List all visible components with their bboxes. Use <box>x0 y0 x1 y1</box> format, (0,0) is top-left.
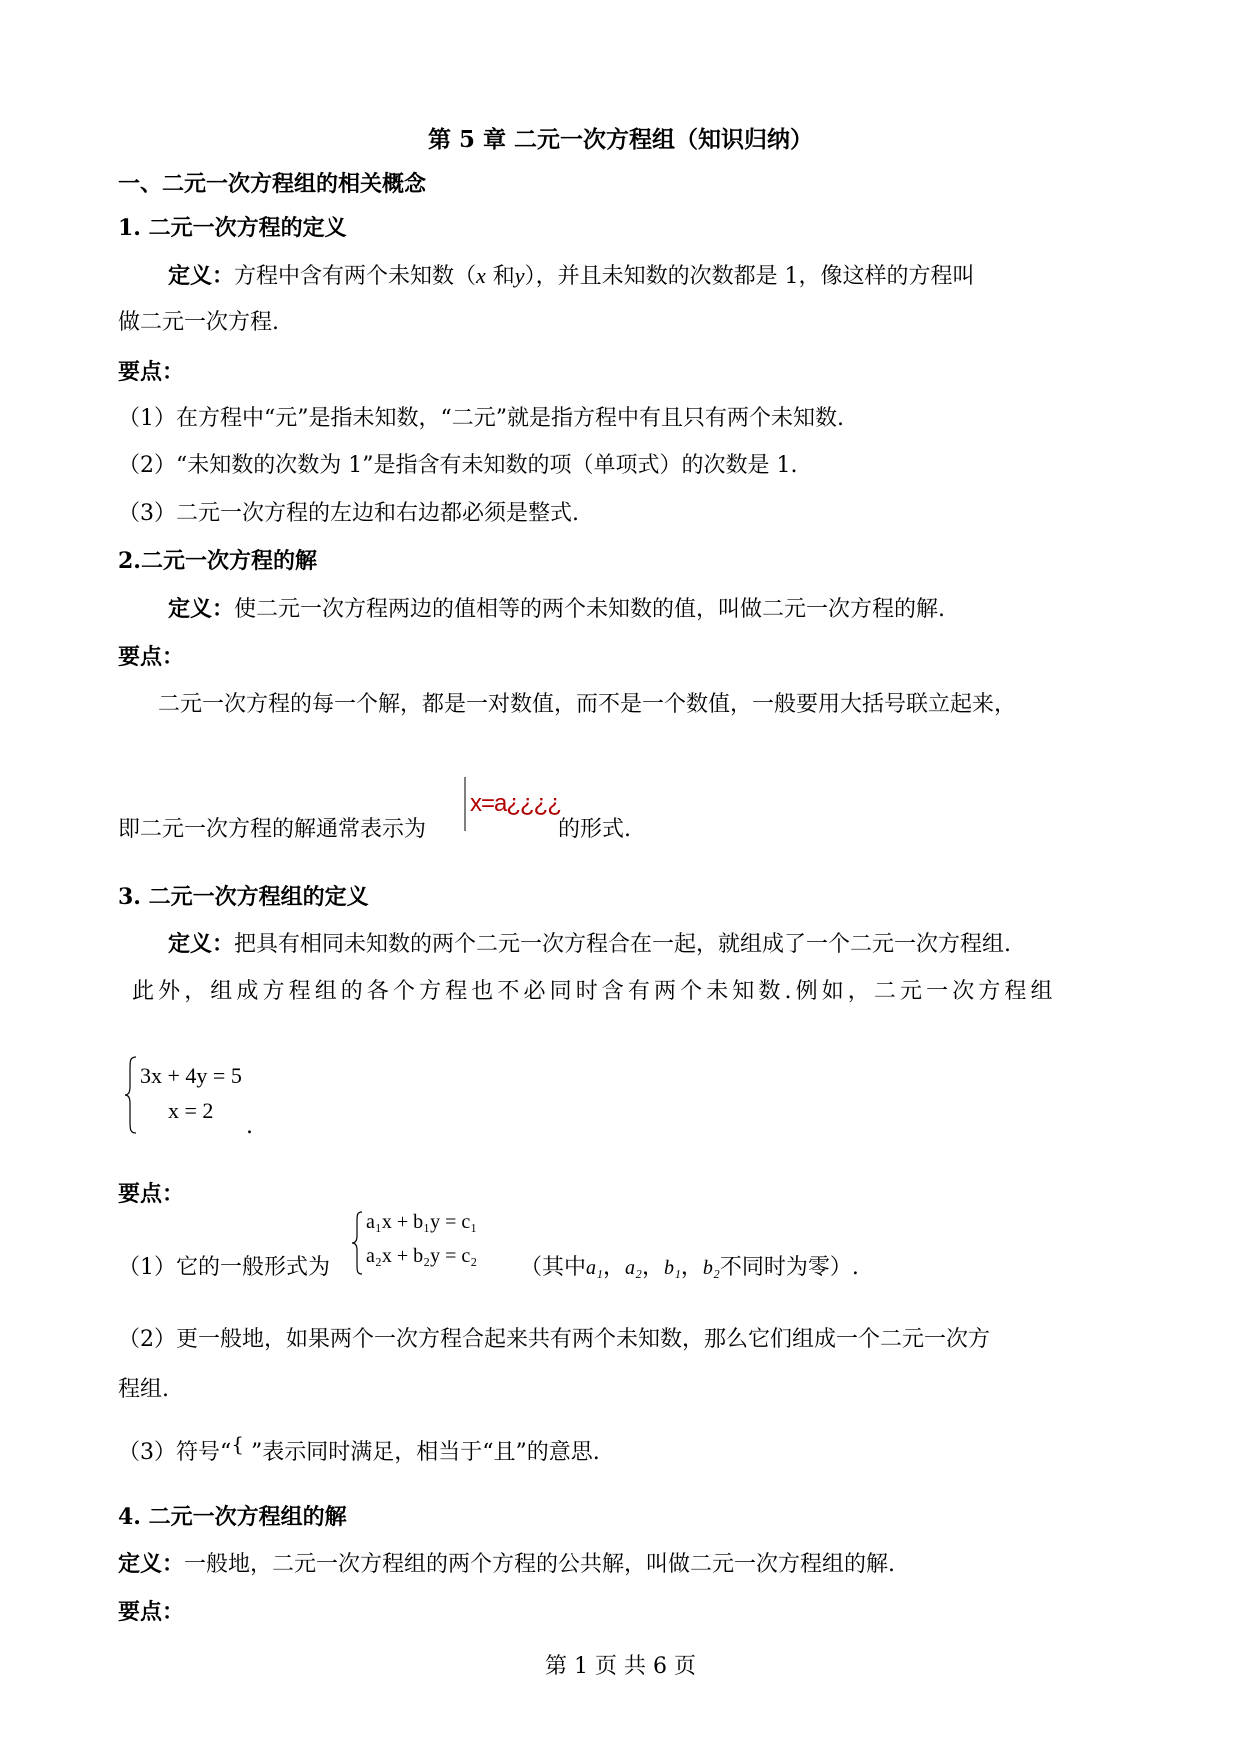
point-item: （1）在方程中“元”是指未知数，“二元”就是指方程中有且只有两个未知数. <box>118 406 844 431</box>
points-label: 要点： <box>118 1181 185 1207</box>
equation-system <box>124 1055 264 1135</box>
definition-line <box>168 929 1011 960</box>
point-item: （2）更一般地，如果两个一次方程合起来共有两个未知数，那么它们组成一个二元一次方 <box>118 1327 991 1352</box>
formula-text: x=a¿¿¿¿ <box>470 790 562 817</box>
point-item: （3）二元一次方程的左边和右边都必须是整式. <box>118 501 579 526</box>
point-item: （2）“未知数的次数为 1”是指含有未知数的项（单项式）的次数是 1. <box>118 453 798 478</box>
equation-line: x = 2 <box>168 1098 214 1123</box>
point-item: （1）它的一般形式为 <box>118 1255 330 1280</box>
point-text: 二元一次方程的每一个解，都是一对数值，而不是一个数值，一般要用大括号联立起来， <box>158 692 1017 717</box>
definition-line <box>118 1549 895 1580</box>
definition-text: 和 <box>485 264 515 289</box>
point-text: （3）符号“ <box>118 1440 232 1465</box>
definition-line <box>168 594 945 625</box>
coefficient: a₂ <box>624 1257 642 1279</box>
subsection-heading: 3. 二元一次方程组的定义 <box>118 884 369 910</box>
left-brace-icon <box>350 1210 364 1276</box>
section-heading: 一、二元一次方程组的相关概念 <box>118 171 427 197</box>
subsection-heading: 1. 二元一次方程的定义 <box>118 215 347 241</box>
subsection-heading: 4. 二元一次方程组的解 <box>118 1504 347 1530</box>
point-text: 的形式. <box>558 817 631 842</box>
broken-formula <box>462 774 562 834</box>
point-text: 不同时为零）. <box>719 1255 859 1280</box>
brace-symbol: { <box>231 1432 244 1456</box>
period: . <box>246 1114 253 1139</box>
point-item <box>118 1432 600 1468</box>
equation-line: 3x + 4y = 5 <box>140 1063 242 1088</box>
points-label: 要点： <box>118 359 185 385</box>
subsection-heading: 2.二元一次方程的解 <box>118 548 317 574</box>
general-form-system <box>350 1210 520 1280</box>
page-footer: 第 1 页 共 6 页 <box>545 1654 696 1679</box>
separator: ， <box>602 1255 625 1280</box>
separator: ， <box>641 1255 664 1280</box>
coefficient: a₁ <box>586 1257 603 1279</box>
chapter-title: 第 5 章 二元一次方程组（知识归纳） <box>427 126 814 153</box>
definition-continuation: 做二元一次方程. <box>118 310 279 335</box>
point-text: （其中 <box>520 1255 587 1280</box>
separator: ， <box>680 1255 703 1280</box>
point-item-tail <box>520 1253 859 1283</box>
left-brace-icon <box>124 1055 138 1135</box>
body-text: 此外，组成方程组的各个方程也不必同时含有两个未知数.例如，二元一次方程组 <box>132 979 1057 1004</box>
variable-y: y <box>514 263 525 288</box>
definition-label: 定义： <box>118 1551 185 1577</box>
variable-x: x <box>476 263 486 288</box>
coefficient: b₂ <box>702 1257 720 1279</box>
point-text: ”表示同时满足，相当于“且”的意思. <box>243 1440 600 1465</box>
definition-text: 把具有相同未知数的两个二元一次方程合在一起，就组成了一个二元一次方程组. <box>234 932 1012 957</box>
point-item: 程组. <box>118 1377 169 1402</box>
equation-line: a₂x + b₂y = c₂ <box>366 1245 478 1267</box>
definition-label: 定义： <box>168 931 235 957</box>
equation-line: a₁x + b₁y = c₁ <box>366 1211 478 1233</box>
points-label: 要点： <box>118 1599 185 1625</box>
definition-text: 一般地，二元一次方程组的两个方程的公共解，叫做二元一次方程组的解. <box>184 1552 896 1577</box>
coefficient: b₁ <box>663 1257 681 1279</box>
definition-text: 使二元一次方程两边的值相等的两个未知数的值，叫做二元一次方程的解. <box>234 597 946 622</box>
definition-text: ），并且未知数的次数都是 1，像这样的方程叫 <box>524 264 975 289</box>
definition-label: 定义： <box>168 596 235 622</box>
definition-label: 定义： <box>168 263 235 289</box>
point-text: 即二元一次方程的解通常表示为 <box>118 817 427 842</box>
definition-text: 方程中含有两个未知数（ <box>234 264 477 289</box>
points-label: 要点： <box>118 644 185 670</box>
definition-line <box>168 261 975 292</box>
